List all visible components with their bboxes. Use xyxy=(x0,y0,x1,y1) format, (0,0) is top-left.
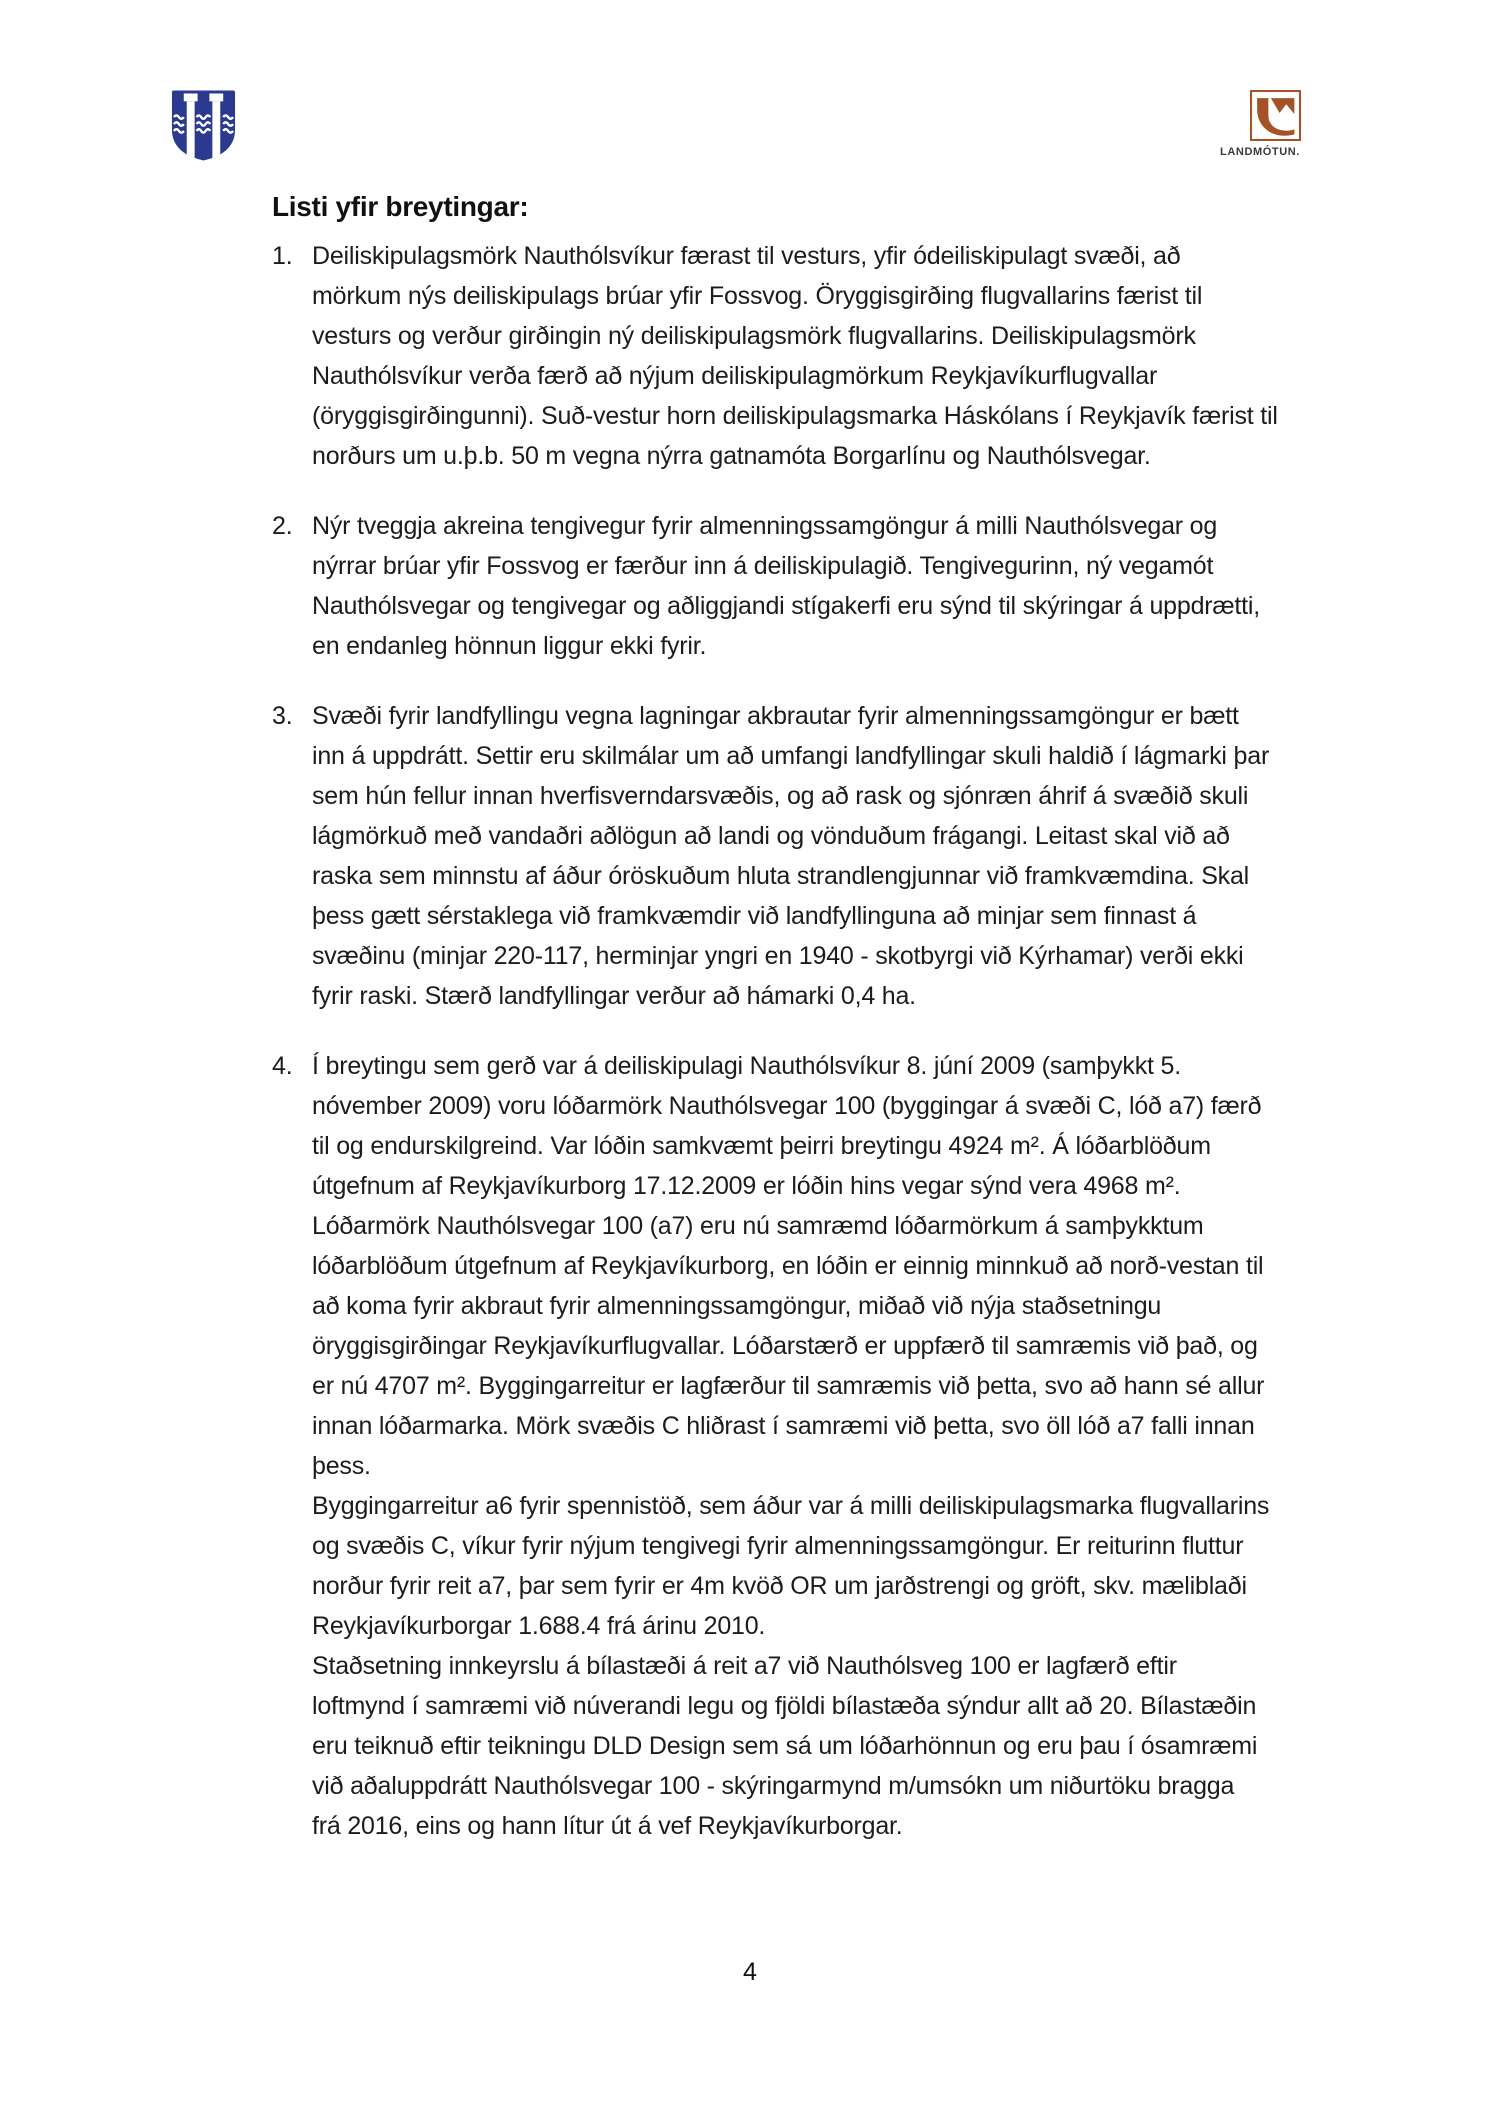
reykjavik-coat-of-arms-icon xyxy=(170,88,237,162)
text-line: en endanleg hönnun liggur ekki fyrir. xyxy=(312,632,707,660)
text-line: eru teiknuð eftir teikningu DLD Design sem sá um lóðarhönnun og eru þau í ósamræmi xyxy=(312,1732,1258,1760)
text-line: Reykjavíkurborgar 1.688.4 frá árinu 2010. xyxy=(312,1612,766,1640)
text-line: þess. xyxy=(312,1452,371,1480)
text-line: raska sem minnstu af áður óröskuðum hluta strandlengjunnar við framkvæmdina. Skal xyxy=(312,862,1250,890)
text-line: lóðarblöðum útgefnum af Reykjavíkurborg, en lóðin er einnig minnkuð að norð-vestan til xyxy=(312,1252,1264,1280)
text-line: nýrrar brúar yfir Fossvog er færður inn á deiliskipulagið. Tengivegurinn, ný vegamót xyxy=(312,552,1214,580)
list-item-number: 1. xyxy=(272,242,293,270)
main-content xyxy=(272,190,1352,1876)
text-line: Nauthólsvíkur verða færð að nýjum deiliskipulagmörkum Reykjavíkurflugvallar xyxy=(312,362,1158,390)
text-line: (öryggisgirðingunni). Suð-vestur horn deiliskipulagsmarka Háskólans í Reykjavík færist til xyxy=(312,402,1278,430)
text-line: norður fyrir reit a7, þar sem fyrir er 4m kvöð OR um jarðstrengi og gröft, skv. mæliblaði xyxy=(312,1572,1247,1600)
list-item xyxy=(272,1046,1352,1846)
text-line: Nauthólsvegar og tengivegar og aðliggjandi stígakerfi eru sýnd til skýringar á uppdrætti, xyxy=(312,592,1261,620)
text-line: mörkum nýs deiliskipulags brúar yfir Fossvog. Öryggisgirðing flugvallarins færist til xyxy=(312,282,1203,310)
text-line: fyrir raski. Stærð landfyllingar verður að hámarki 0,4 ha. xyxy=(312,982,916,1010)
text-line: frá 2016, eins og hann lítur út á vef Reykjavíkurborgar. xyxy=(312,1812,903,1840)
changes-list xyxy=(272,236,1352,1846)
text-line: Byggingarreitur a6 fyrir spennistöð, sem áður var á milli deiliskipulagsmarka flugvallarins xyxy=(312,1492,1270,1520)
text-line: við aðaluppdrátt Nauthólsvegar 100 - skýringarmynd m/umsókn um niðurtöku bragga xyxy=(312,1772,1235,1800)
text-line: innan lóðarmarka. Mörk svæðis C hliðrast í samræmi við þetta, svo öll lóð a7 falli innan xyxy=(312,1412,1255,1440)
list-item-number: 2. xyxy=(272,512,293,540)
text-line: til og endurskilgreind. Var lóðin samkvæmt þeirri breytingu 4924 m². Á lóðarblöðum xyxy=(312,1132,1211,1160)
text-line: og svæðis C, víkur fyrir nýjum tengivegi fyrir almenningssamgöngur. Er reiturinn fluttur xyxy=(312,1532,1244,1560)
text-line: að koma fyrir akbraut fyrir almenningssamgöngur, miðað við nýja staðsetningu xyxy=(312,1292,1162,1320)
text-line: Lóðarmörk Nauthólsvegar 100 (a7) eru nú samræmd lóðarmörkum á samþykktum xyxy=(312,1212,1204,1240)
list-item-text xyxy=(312,696,1352,1016)
text-line: Nýr tveggja akreina tengivegur fyrir almenningssamgöngur á milli Nauthólsvegar og xyxy=(312,512,1218,540)
text-line: norðurs um u.þ.b. 50 m vegna nýrra gatnamóta Borgarlínu og Nauthólsvegar. xyxy=(312,442,1151,470)
text-line: Deiliskipulagsmörk Nauthólsvíkur færast til vesturs, yfir ódeiliskipulagt svæði, að xyxy=(312,242,1181,270)
text-line: inn á uppdrátt. Settir eru skilmálar um að umfangi landfyllingar skuli haldið í lágmarki þar xyxy=(312,742,1270,770)
text-line: öryggisgirðingar Reykjavíkurflugvallar. Lóðarstærð er uppfærð til samræmis við það, og xyxy=(312,1332,1258,1360)
list-item xyxy=(272,696,1352,1016)
text-line: loftmynd í samræmi við núverandi legu og fjöldi bílastæða sýndur allt að 20. Bílastæðin xyxy=(312,1692,1257,1720)
list-item-number: 3. xyxy=(272,702,293,730)
list-item-text xyxy=(312,506,1352,666)
list-item-text xyxy=(312,1046,1352,1846)
landmotun-logo-icon xyxy=(1250,90,1301,141)
text-line: nóvember 2009) voru lóðarmörk Nauthólsvegar 100 (byggingar á svæði C, lóð a7) færð xyxy=(312,1092,1262,1120)
text-line: þess gætt sérstaklega við framkvæmdir við landfyllinguna að minjar sem finnast á xyxy=(312,902,1197,930)
list-item xyxy=(272,506,1352,666)
page-title: Listi yfir breytingar: xyxy=(272,191,529,222)
text-line: sem hún fellur innan hverfisverndarsvæðis, og að rask og sjónræn áhrif á svæðið skuli xyxy=(312,782,1249,810)
text-line: Staðsetning innkeyrslu á bílastæði á reit a7 við Nauthólsveg 100 er lagfærð eftir xyxy=(312,1652,1177,1680)
list-item-text xyxy=(312,236,1352,476)
text-line: Svæði fyrir landfyllingu vegna lagningar akbrautar fyrir almenningssamgöngur er bætt xyxy=(312,702,1239,730)
page-number: 4 xyxy=(743,1958,757,1986)
text-line: útgefnum af Reykjavíkurborg 17.12.2009 er lóðin hins vegar sýnd vera 4968 m². xyxy=(312,1172,1181,1200)
text-line: lágmörkuð með vandaðri aðlögun að landi og vönduðum frágangi. Leitast skal við að xyxy=(312,822,1230,850)
landmotun-logo-text: LANDMÓTUN. xyxy=(1220,146,1300,158)
text-line: Í breytingu sem gerð var á deiliskipulagi Nauthólsvíkur 8. júní 2009 (samþykkt 5. xyxy=(312,1052,1181,1080)
text-line: er nú 4707 m². Byggingarreitur er lagfærður til samræmis við þetta, svo að hann sé allur xyxy=(312,1372,1265,1400)
text-line: vesturs og verður girðingin ný deiliskipulagsmörk flugvallarins. Deiliskipulagsmörk xyxy=(312,322,1196,350)
text-line: svæðinu (minjar 220-117, herminjar yngri en 1940 - skotbyrgi við Kýrhamar) verði ekki xyxy=(312,942,1244,970)
list-item xyxy=(272,236,1352,476)
list-item-number: 4. xyxy=(272,1052,293,1080)
